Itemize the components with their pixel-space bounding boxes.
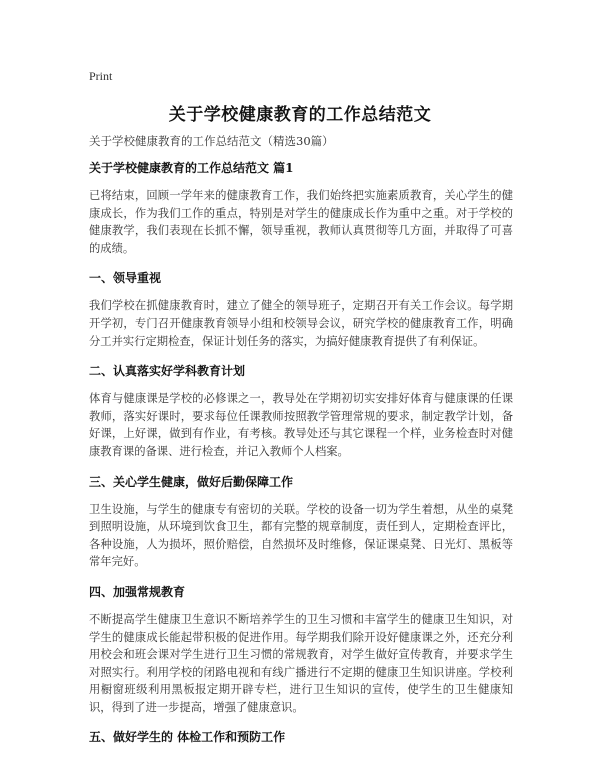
document-subtitle: 关于学校健康教育的工作总结范文（精选30篇） xyxy=(89,134,334,148)
print-link[interactable]: Print xyxy=(89,69,113,83)
section-heading-1: 一、领导重视 xyxy=(89,271,162,286)
section-paragraph-4: 不断提高学生健康卫生意识不断培养学生的卫生习惯和丰富学生的健康卫生知识，对学生的健康成长能起带积极的促进作用。每学期我们除开设好健康课之外，还充分利用校会和班会课对学生进行卫生习惯的常规教育，对学生做好宣传教育，并要求学生对照实行。利用学校的闭路电视和有线广播进行不定期的健康卫生知识讲座。学校利用橱窗班级利用黑板报定期开辟专栏，进行卫生知识的宣传，使学生的卫生健康知识，得到了进一步提高，增强了健康意识。 xyxy=(89,612,513,714)
intro-paragraph: 已将结束，回顾一学年来的健康教育工作，我们始终把实施素质教育，关心学生的健康成长，作为我们工作的重点，特别是对学生的健康成长作为重中之重。对于学校的健康教学，我们表现在长抓不懈，领导重视，教师认真贯彻等几方面，并取得了可喜的成绩。 xyxy=(89,189,513,255)
article-content xyxy=(89,160,513,756)
page-title: 关于学校健康教育的工作总结范文 xyxy=(168,105,432,125)
article-heading: 关于学校健康教育的工作总结范文 篇1 xyxy=(89,161,294,175)
section-heading-3: 三、关心学生健康，做好后勤保障工作 xyxy=(89,474,294,489)
section-heading-4: 四、加强常规教育 xyxy=(89,584,186,599)
section-paragraph-1: 我们学校在抓健康教育时，建立了健全的领导班子，定期召开有关工作会议。每学期开学初，专门召开健康教育领导小组和校领导会议，研究学校的健康教育工作，明确分工并实行定期检查，保证计划任务的落实，为搞好健康教育提供了有利保证。 xyxy=(89,299,513,348)
section-heading-5: 五、做好学生的 体检工作和预防工作 xyxy=(89,730,286,745)
section-heading-2: 二、认真落实好学科教育计划 xyxy=(89,364,246,379)
section-paragraph-2: 体育与健康课是学校的必修课之一，教导处在学期初切实安排好体育与健康课的任课教师，落实好课时，要求每位任课教师按照教学管理常规的要求，制定教学计划，备好课，上好课，做到有作业，有考核。教导处还与其它课程一个样，业务检查时对健康教育课的备课、进行检查，并记入教师个人档案。 xyxy=(89,392,513,458)
section-paragraph-3: 卫生设施，与学生的健康专有密切的关联。学校的设备一切为学生着想，从坐的桌凳到照明设施，从环境到饮食卫生，都有完整的规章制度，责任到人，定期检查评比，各种设施，人为损坏，照价赔偿，自然损坏及时维修，保证课桌凳、日光灯、黑板等常年完好。 xyxy=(89,502,513,569)
